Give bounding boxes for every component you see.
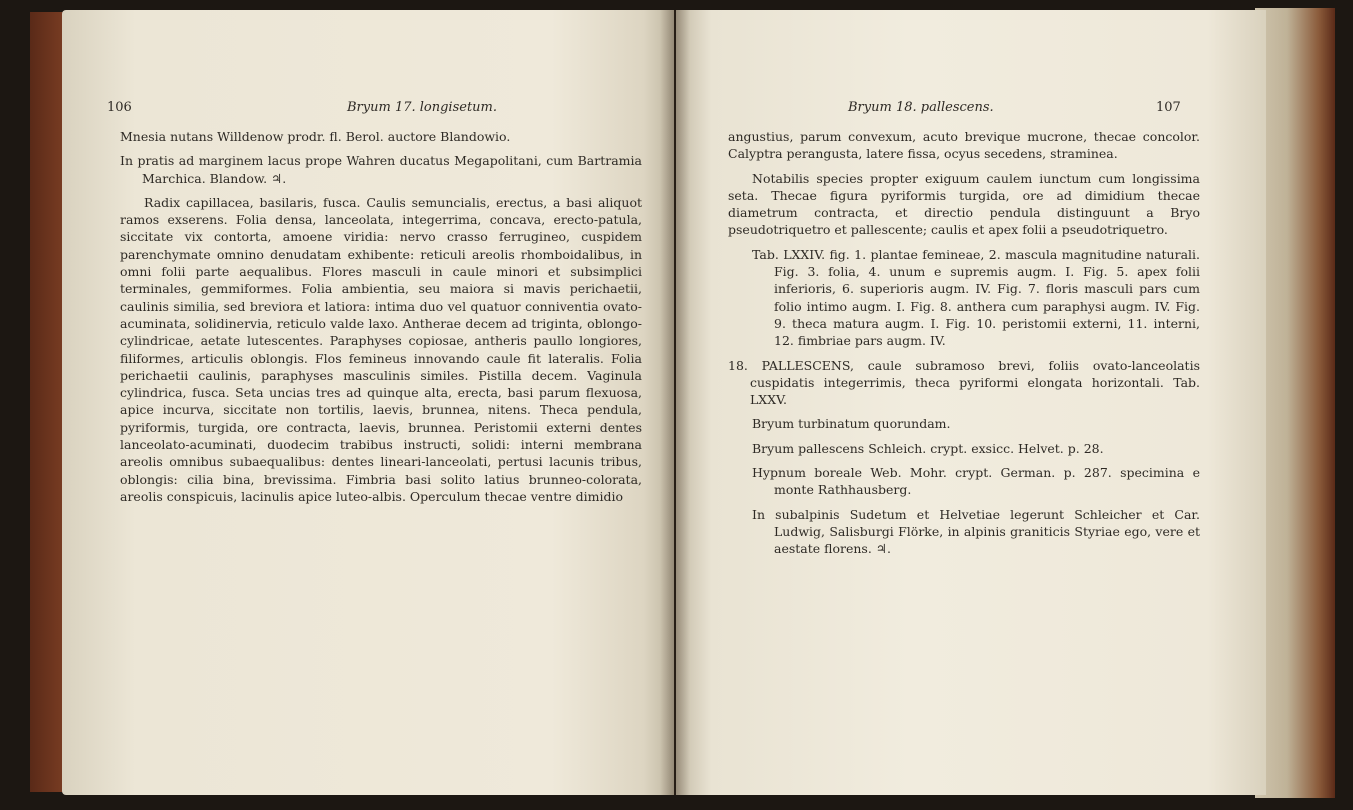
- paragraph: 18. PALLESCENS, caule subramoso brevi, foliis ovato-lanceolatis cuspidatis integerrimis, theca pyriformi elongata horizontali. Tab. LXXV.: [728, 357, 1200, 408]
- paragraph: Mnesia nutans Willdenow prodr. fl. Berol. auctore Blandowio.: [120, 129, 511, 144]
- running-title: Bryum 18. pallescens.: [848, 100, 994, 115]
- book-cover-right: [1255, 8, 1335, 798]
- running-title: Bryum 17. longisetum.: [347, 100, 498, 115]
- paragraph: In subalpinis Sudetum et Helvetiae legerunt Schleicher et Car. Ludwig, Salisburgi Flörke, in alpinis graniticis Styriae ego, vere et aestate florens. ♃.: [752, 506, 1200, 557]
- page-number: 107: [1156, 100, 1181, 115]
- paragraph: Radix capillacea, basilaris, fusca. Caulis semuncialis, erectus, a basi aliquot ramos exserens. Folia densa, lanceolata, integerrima, concava, erecto-patula, siccitate vix contorta, amoene viridia: nervo crasso ferrugineo, cuspidem parenchymate omnino denudatam exhibente: reticuli areolis rhomboidalibus, in omni folii parte aequalibus. Flores masculi in caule minori et subsimplici terminales, gemmiformes. Folia ambientia, seu maiora si mavis perichaetii, caulinis similia, sed breviora et latiora: intima duo vel quatuor conniventia ovato-acuminata, solidinervia, reticulo valde laxo. Antherae decem ad triginta, oblongo-cylindricae, aetate lutescentes. Paraphyses copiosae, antheris paullo longiores, filiformes, articulis oblongis. Flos femineus innovando caule fit lateralis. Folia perichaetii caulinis, paraphyses masculinis similes. Pistilla decem. Vaginula cylindrica, fusca. Seta uncias tres ad quinque alta, erecta, basi parum flexuosa, apice incurva, siccitate non tortilis, laevis, brunnea, nitens. Theca pendula, pyriformis, turgida, ore contracta, laevis, brunnea. Peristomii externi dentes lanceolato-acuminati, duodecim trabibus instructi, solidi: interni membrana areolis omnibus subaequalibus: dentes lineari-lanceolati, pertusi lacunis tribus, oblongis: cilia bina, brevissima. Fimbria basi solito latius brunneo-colorata, areolis conspicuis, lacinulis apice luteo-albis. Operculum thecae ventre dimidio: [120, 194, 642, 504]
- page-number: 106: [107, 100, 132, 115]
- paragraph: Tab. LXXIV. fig. 1. plantae femineae, 2. mascula magnitudine naturali. Fig. 3. folia, 4. unum e supremis augm. I. Fig. 5. apex folii inferioris, 6. superioris augm. IV. Fig. 7. floris masculi pars cum folio intimo augm. I. Fig. 8. anthera cum paraphysi augm. IV. Fig. 9. theca matura augm. I. Fig. 10. peristomii externi, 11. interni, 12. fimbriae pars augm. IV.: [752, 246, 1200, 349]
- paragraph: Notabilis species propter exiguum caulem iunctum cum longissima seta. Thecae figura pyriformis turgida, ore ad dimidium thecae diametrum contracta, et directio pendula distinguunt a Bryo pseudotriquetro et pallescente; caulis et apex folii a pseudotriquetro.: [728, 170, 1200, 238]
- book-gutter: [660, 10, 690, 795]
- paragraph: Bryum pallescens Schleich. crypt. exsicc. Helvet. p. 28.: [752, 440, 1104, 456]
- paragraph: Hypnum boreale Web. Mohr. crypt. German. p. 287. specimina e monte Rathhausberg.: [752, 465, 1200, 498]
- paragraph: angustius, parum convexum, acuto brevique mucrone, thecae concolor. Calyptra perangusta, latere fissa, ocyus secedens, straminea.: [728, 129, 1200, 162]
- paragraph: Bryum turbinatum quorundam.: [752, 416, 951, 432]
- left-page: [62, 10, 674, 795]
- left-page-text: [120, 128, 642, 512]
- right-page: [676, 10, 1266, 795]
- right-page-text: [728, 128, 1200, 565]
- paragraph: In pratis ad marginem lacus prope Wahren ducatus Megapolitani, cum Bartramia Marchica. Blandow. ♃.: [120, 153, 642, 186]
